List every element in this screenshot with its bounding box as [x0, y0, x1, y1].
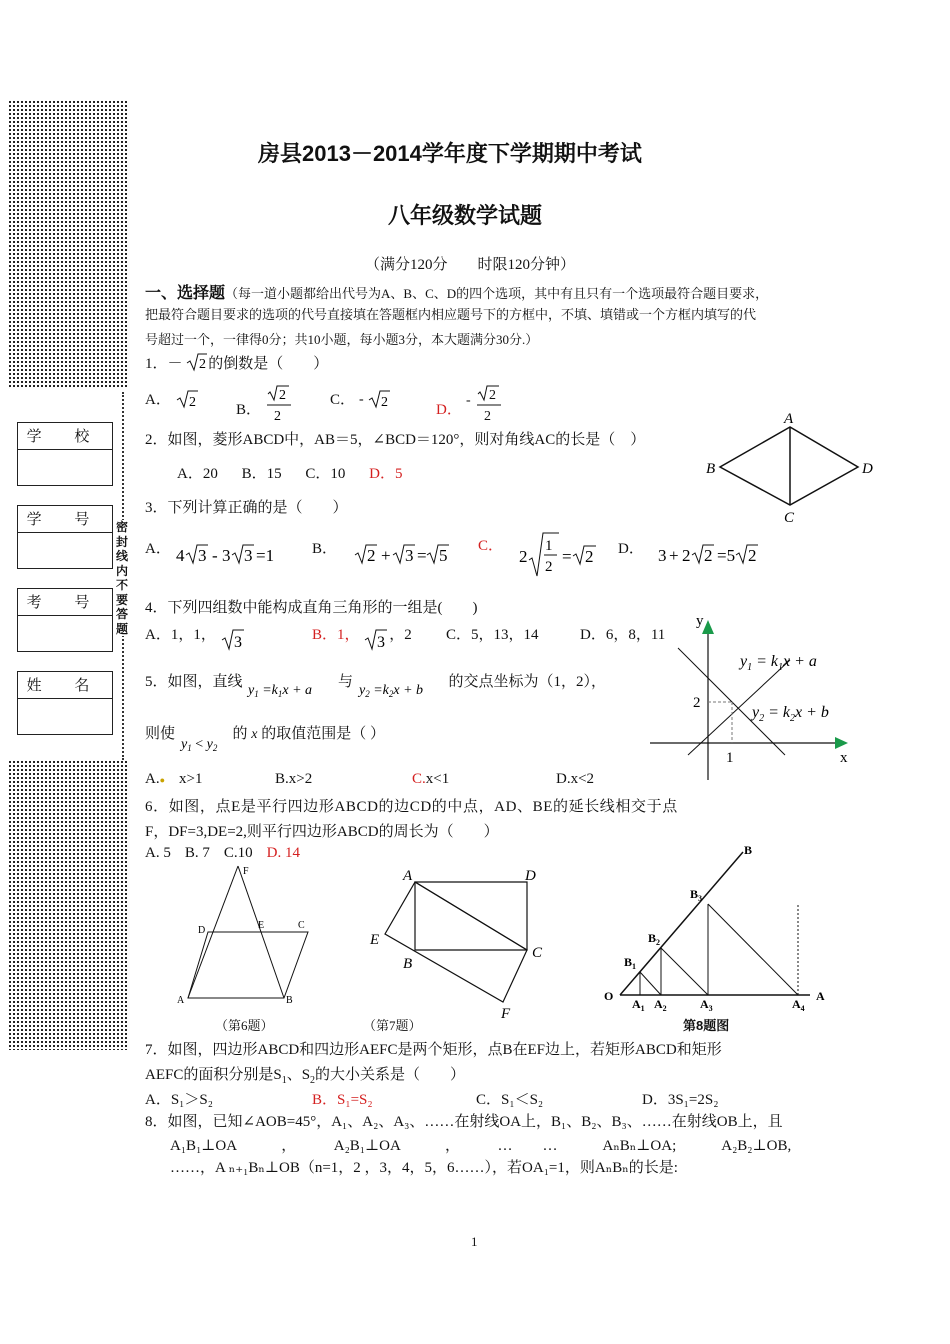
q5-eq2 — [357, 676, 445, 700]
section1-instructions — [145, 280, 768, 303]
q3-b-label: B． — [312, 541, 338, 557]
q1-a-label: A． — [145, 392, 171, 408]
svg-text:E: E — [258, 920, 265, 931]
svg-text:B2: $B_2$ — [648, 931, 661, 947]
q6-option-c: C.10 — [223, 845, 253, 861]
student-number-label: 学 号 — [18, 506, 112, 533]
svg-text:2: 2 — [188, 395, 196, 410]
q3-a-label: A． — [145, 541, 171, 557]
svg-text:A: A — [403, 868, 413, 884]
svg-text:y1 = k1x + a: $y_1 = k_1x + a$ — [740, 653, 817, 673]
section1-instr3: 号超过一个，一律得0分；共10小题，每小题3分，本大题满分30分.） — [145, 332, 539, 347]
svg-text:-: - — [211, 546, 218, 565]
svg-text:2: 2 — [747, 546, 757, 565]
q1-d-label: D． — [436, 402, 462, 418]
svg-text:3: 3 — [243, 546, 253, 565]
exam-number-box — [17, 588, 113, 652]
q6-option-b: B. 7 — [184, 845, 210, 861]
svg-text:3: 3 — [657, 546, 667, 565]
section1-instr1: （每一道小题都给出代号为A、B、C、D的四个选项，其中有且只有一个选项最符合题目要求， — [225, 286, 769, 301]
q5-graph — [640, 610, 860, 785]
svg-text:2: 2 — [273, 409, 281, 424]
svg-text:A2: $A_2$ — [654, 997, 667, 1013]
svg-text:2: 2 — [584, 547, 594, 566]
svg-text:3: 3 — [221, 546, 231, 565]
q1-sqrt2 — [186, 352, 208, 372]
svg-text:2: 2 — [483, 409, 491, 424]
q5-option-b: B.x>2 — [275, 771, 313, 787]
rhombus-label-a: A — [784, 411, 794, 427]
svg-text:2: 2 — [199, 357, 207, 372]
svg-text:C: C — [298, 920, 305, 931]
q3-option-b — [312, 537, 451, 567]
y-axis-label: y — [696, 613, 704, 629]
svg-text:y2 = k2x + b: $y_2 = k_2x + b$ — [752, 704, 829, 724]
svg-text:A4: $A_4$ — [792, 997, 805, 1013]
q1-stem — [145, 352, 328, 373]
binding-pattern-bottom — [8, 760, 127, 1050]
q7-stem-line2: AEFC的面积分别是$S_1$、$S_2$的大小关系是（ ） — [145, 1067, 466, 1086]
q8-stem-line2: A₁B₁⊥OA ， A₂B₁⊥OA ， … … AₙBₙ⊥OA; A₂B₂⊥OB, — [170, 1138, 792, 1154]
svg-text:C: C — [532, 945, 543, 961]
q5-text3: 的交点坐标为（1，2）， — [448, 674, 607, 690]
svg-text:2: 2 — [518, 547, 528, 566]
q3-stem: 3．下列计算正确的是（ ） — [145, 500, 348, 516]
figure-7 — [365, 862, 555, 1022]
q1-d-expr — [466, 384, 506, 424]
svg-text:A: A — [177, 995, 185, 1006]
svg-text:2: 2 — [380, 395, 388, 410]
svg-text:1: 1 — [544, 538, 553, 554]
q5-text2: 与 — [338, 674, 354, 690]
q3-a-expr — [175, 541, 283, 567]
q5-var-x: x — [251, 727, 258, 742]
q1-tail: 的倒数是（ ） — [208, 356, 329, 372]
label-y1 — [738, 653, 817, 673]
q7-stem-line1: 7．如图，四边形ABCD和四边形AEFC是两个矩形，点B在EF边上，若矩形ABCD和矩形 — [145, 1042, 722, 1058]
q6-option-a: A. 5 — [145, 845, 171, 861]
svg-text:3: 3 — [233, 634, 242, 651]
q5-option-c — [412, 771, 449, 788]
svg-text:=: = — [561, 547, 572, 566]
q4-option-c: C．5，13，14 — [446, 627, 539, 643]
q3-c-label: C． — [478, 538, 504, 554]
svg-text:O: O — [604, 989, 614, 1003]
svg-text:y1 < y2: $y_1 < y_2$ — [180, 737, 218, 753]
q8-stem-line3: ……，A ₙ₊₁Bₙ⊥OB（n=1，2 ，3，4，5，6……），若OA₁=1，则AₙBₙ的长是: — [170, 1160, 678, 1176]
svg-text:y2 =k2x + b: $y_2 =k_2x + b$ — [358, 683, 423, 699]
figure-7-caption: （第7题） — [363, 1018, 422, 1033]
svg-text:-: - — [358, 392, 364, 407]
q3-option-a — [145, 537, 283, 567]
q4-option-a — [145, 623, 246, 651]
svg-text:=5: =5 — [716, 546, 735, 565]
svg-text:y1 =k1x + a: $y_1 =k_1x + a$ — [248, 683, 313, 699]
q1-num: 1． — [145, 356, 168, 372]
q1-option-d — [436, 388, 506, 428]
rhombus-label-d: D — [862, 461, 873, 477]
q7-option-b: B．S₁=S₂ — [312, 1092, 373, 1108]
q4-b-expr — [363, 627, 389, 651]
figure-8-caption: 第8题图 — [683, 1018, 730, 1033]
section1-instr2: 把最符合题目要求的选项的代号直接填在答题框内相应题号下的方框中，不填、填错或一个方框内填写的代 — [145, 307, 757, 322]
q5-text4: 则使 — [145, 726, 176, 742]
svg-text:2: 2 — [703, 546, 713, 565]
q3-b-expr — [341, 541, 451, 567]
q6-option-d: D. 14 — [266, 845, 300, 861]
label-y2 — [750, 704, 829, 724]
svg-text:2: 2 — [544, 559, 553, 575]
q1-c-expr — [359, 388, 393, 410]
q3-option-c — [478, 530, 599, 580]
q3-c-expr — [507, 530, 599, 580]
exam-number-label: 考 号 — [18, 589, 112, 616]
section1-heading: 一、选择题 — [145, 283, 226, 302]
svg-text:+: + — [668, 546, 679, 565]
q5-c-text: x<1 — [425, 771, 450, 787]
svg-text:E: E — [370, 932, 380, 948]
q1-a-expr — [175, 388, 199, 410]
svg-text:B: B — [744, 843, 753, 857]
svg-text:=1: =1 — [255, 546, 274, 565]
q2-option-c: C．10 — [305, 466, 346, 482]
q2-option-b: B．15 — [241, 466, 282, 482]
svg-text:3: 3 — [377, 634, 386, 651]
q5-text6: 的取值范围是（ ） — [261, 726, 386, 742]
q1-c-label: C． — [330, 392, 356, 408]
exam-info: （满分120分 时限120分钟） — [365, 257, 576, 273]
svg-text:2: 2 — [488, 388, 496, 403]
y-axis-arrow — [702, 620, 714, 634]
svg-text:F: F — [501, 1006, 511, 1022]
q1-option-a — [145, 388, 199, 410]
q4-b-label: B．1， — [312, 627, 360, 643]
q8-stem-line1: 8．如图，已知∠AOB=45°，A₁、A₂、A₃、……在射线OA上，B₁、B₂、B₃、……在射线OB上，且 — [145, 1114, 783, 1130]
q5-stem-line2 — [145, 722, 385, 754]
x-axis-arrow — [835, 737, 848, 749]
q7-option-a: A．S₁＞S₂ — [145, 1092, 213, 1108]
svg-text:-: - — [465, 393, 471, 408]
q4-a-label: A．1，1， — [145, 627, 216, 643]
svg-text:4: 4 — [175, 546, 185, 565]
svg-text:D: D — [525, 868, 536, 884]
svg-text:=: = — [416, 546, 427, 565]
q3-option-d — [618, 537, 768, 567]
school-box — [17, 422, 113, 486]
svg-text:A1: $A_1$ — [632, 997, 645, 1013]
q3-d-label: D． — [618, 541, 644, 557]
q6-stem-line1: 6．如图，点E是平行四边形ABCD的边CD的中点，AD、BE的延长线相交于点 — [145, 799, 678, 815]
q2-stem: 2．如图，菱形ABCD中，AB＝5，∠BCD＝120°，则对角线AC的长是（ ） — [145, 432, 646, 448]
x-axis-label: x — [840, 750, 848, 766]
figure-8 — [598, 838, 840, 1033]
q4-a-expr — [220, 627, 246, 651]
q4-b-tail: ，2 — [389, 627, 412, 643]
svg-text:B: B — [403, 956, 413, 972]
svg-text:2: 2 — [681, 546, 691, 565]
figure-6 — [168, 860, 318, 1010]
svg-text:A: A — [816, 989, 825, 1003]
rhombus-figure — [700, 405, 885, 530]
q5-eq1 — [246, 676, 334, 700]
q7-option-c: C．S₁＜S₂ — [476, 1092, 544, 1108]
q7-text-a: AEFC的面积分别是S — [145, 1067, 282, 1083]
svg-text:2: 2 — [366, 546, 376, 565]
q4-stem: 4．下列四组数中能构成直角三角形的一组是( ) — [145, 600, 478, 616]
q7-text-b: 、S — [286, 1067, 311, 1083]
tick-1: 1 — [726, 750, 734, 766]
q1-minus: － — [167, 356, 183, 372]
binding-pattern-top — [8, 100, 127, 388]
svg-text:3: 3 — [404, 546, 414, 565]
q5-option-d: D.x<2 — [556, 771, 595, 787]
q5-c-label: C. — [412, 771, 426, 787]
exam-subtitle: 八年级数学试题 — [388, 203, 543, 228]
q4-option-b — [312, 623, 412, 651]
q2-options — [177, 462, 402, 483]
exam-title: 房县2013－2014学年度下学期期中考试 — [258, 141, 642, 166]
q5-text5: 的 — [232, 726, 248, 742]
q1-option-c — [330, 388, 393, 410]
q2-option-d: D．5 — [369, 466, 403, 482]
q5-a-label: A. — [145, 771, 160, 787]
q3-d-expr — [648, 541, 768, 567]
q5-option-a: A.● x>1 — [145, 771, 203, 787]
q4-option-d: D．6，8，11 — [580, 627, 666, 643]
student-number-box — [17, 505, 113, 569]
svg-text:B3: $B_3$ — [690, 887, 703, 903]
q5-text1: 5．如图，直线 — [145, 674, 243, 690]
q1-option-b — [236, 388, 295, 428]
page-number: 1 — [471, 1234, 478, 1249]
q1-b-expr — [265, 384, 295, 424]
svg-text:A3: $A_3$ — [700, 997, 713, 1013]
name-box — [17, 671, 113, 735]
figure-6-caption: （第6题） — [215, 1018, 274, 1033]
svg-text:+: + — [380, 546, 391, 565]
q1-b-label: B． — [236, 402, 262, 418]
svg-text:B: B — [286, 995, 293, 1006]
svg-text:5: 5 — [438, 546, 448, 565]
q5-ineq — [179, 728, 229, 754]
svg-text:B1: $B_1$ — [624, 955, 637, 971]
q6-stem-line2: F，DF=3,DE=2,则平行四边形ABCD的周长为（ ） — [145, 824, 499, 840]
svg-text:2: 2 — [278, 388, 286, 403]
seal-text: 密封线内不要答题 — [115, 520, 128, 636]
name-label: 姓 名 — [18, 672, 112, 699]
q5-stem-line1 — [145, 670, 606, 700]
school-label: 学 校 — [18, 423, 112, 450]
q7-option-d: D．3S₁=2S₂ — [642, 1092, 719, 1108]
tick-2: 2 — [693, 695, 701, 711]
rhombus-label-b: B — [706, 461, 716, 477]
svg-text:F: F — [243, 866, 249, 877]
q2-option-a: A．20 — [177, 466, 218, 482]
svg-text:3: 3 — [197, 546, 207, 565]
q7-text-c: 的大小关系是（ ） — [315, 1067, 466, 1083]
q5-a-text: x>1 — [179, 771, 203, 787]
rhombus-label-c: C — [784, 510, 795, 526]
svg-text:D: D — [198, 925, 206, 936]
